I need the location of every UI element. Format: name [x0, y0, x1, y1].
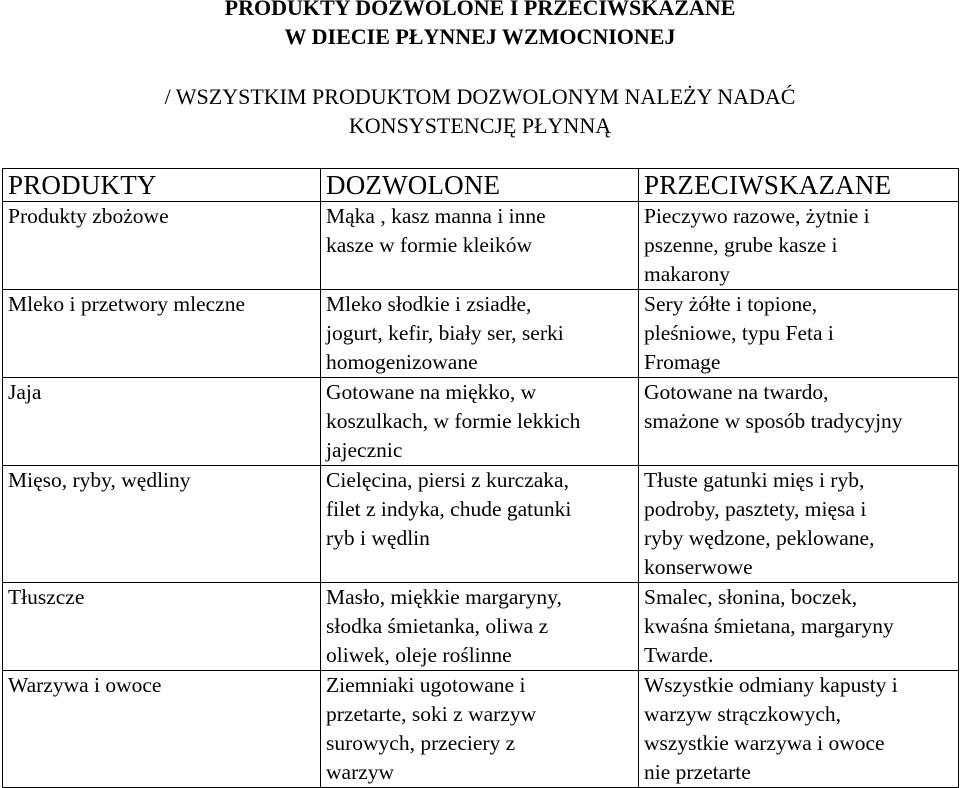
- table-row: [3, 466, 959, 583]
- table-row: [3, 378, 959, 466]
- allowed-items: Mleko słodkie i zsiadłe, jogurt, kefir, biały ser, serki homogenizowane: [326, 292, 564, 374]
- table-row: [3, 290, 959, 378]
- table-row: [3, 202, 959, 290]
- product-name: Jaja: [8, 380, 42, 404]
- allowed-items: Ziemniaki ugotowane i przetarte, soki z warzyw surowych, przeciery z warzyw: [326, 673, 537, 784]
- cell-contraindicated: [639, 290, 959, 378]
- contraindicated-items: Gotowane na twardo, smażone w sposób tradycyjny: [644, 380, 903, 433]
- cell-allowed: [321, 583, 639, 671]
- cell-allowed: [321, 466, 639, 583]
- table-row: [3, 671, 959, 788]
- cell-product: [3, 378, 321, 466]
- allowed-items: Cielęcina, piersi z kurczaka, filet z indyka, chude gatunki ryb i wędlin: [326, 468, 572, 550]
- cell-contraindicated: [639, 583, 959, 671]
- contraindicated-items: Pieczywo razowe, żytnie i pszenne, grube kasze i makarony: [644, 204, 870, 286]
- cell-product: [3, 583, 321, 671]
- contraindicated-items: Smalec, słonina, boczek, kwaśna śmietana, margaryny Twarde.: [644, 585, 894, 667]
- cell-allowed: [321, 202, 639, 290]
- header-allowed: DOZWOLONE: [321, 169, 639, 202]
- product-name: Tłuszcze: [8, 585, 85, 609]
- products-table: [2, 168, 959, 788]
- consistency-note-line-1: / WSZYSTKIM PRODUKTOM DOZWOLONYM NALEŻY NADAĆ: [164, 84, 796, 109]
- cell-contraindicated: [639, 671, 959, 788]
- contraindicated-items: Tłuste gatunki mięs i ryb, podroby, pasztety, mięsa i ryby wędzone, peklowane, konserwowe: [644, 468, 875, 579]
- header-products: PRODUKTY: [3, 169, 321, 202]
- product-name: Mięso, ryby, wędliny: [8, 468, 191, 492]
- cell-product: [3, 290, 321, 378]
- product-name: Warzywa i owoce: [8, 673, 162, 697]
- cell-product: [3, 671, 321, 788]
- consistency-note-line-2: KONSYSTENCJĘ PŁYNNĄ: [348, 113, 612, 138]
- cell-contraindicated: [639, 202, 959, 290]
- table-header-row: [3, 169, 959, 202]
- allowed-items: Masło, miękkie margaryny, słodka śmietanka, oliwa z oliwek, oleje roślinne: [326, 585, 562, 667]
- product-name: Mleko i przetwory mleczne: [8, 292, 246, 316]
- allowed-items: Mąka , kasz manna i inne kasze w formie kleików: [326, 204, 546, 257]
- allowed-items: Gotowane na miękko, w koszulkach, w formie lekkich jajecznic: [326, 380, 581, 462]
- document-title-line-1: PRODUKTY DOZWOLONE I PRZECIWSKAZANE: [224, 0, 736, 20]
- cell-allowed: [321, 671, 639, 788]
- header-contraindicated: PRZECIWSKAZANE: [639, 169, 959, 202]
- contraindicated-items: Wszystkie odmiany kapusty i warzyw strączkowych, wszystkie warzywa i owoce nie przetarte: [644, 673, 898, 784]
- cell-allowed: [321, 378, 639, 466]
- document-title-line-2: W DIECIE PŁYNNEJ WZMOCNIONEJ: [284, 24, 676, 49]
- cell-contraindicated: [639, 378, 959, 466]
- cell-product: [3, 466, 321, 583]
- cell-contraindicated: [639, 466, 959, 583]
- product-name: Produkty zbożowe: [8, 204, 169, 228]
- cell-allowed: [321, 290, 639, 378]
- cell-product: [3, 202, 321, 290]
- table-row: [3, 583, 959, 671]
- contraindicated-items: Sery żółte i topione, pleśniowe, typu Feta i Fromage: [644, 292, 834, 374]
